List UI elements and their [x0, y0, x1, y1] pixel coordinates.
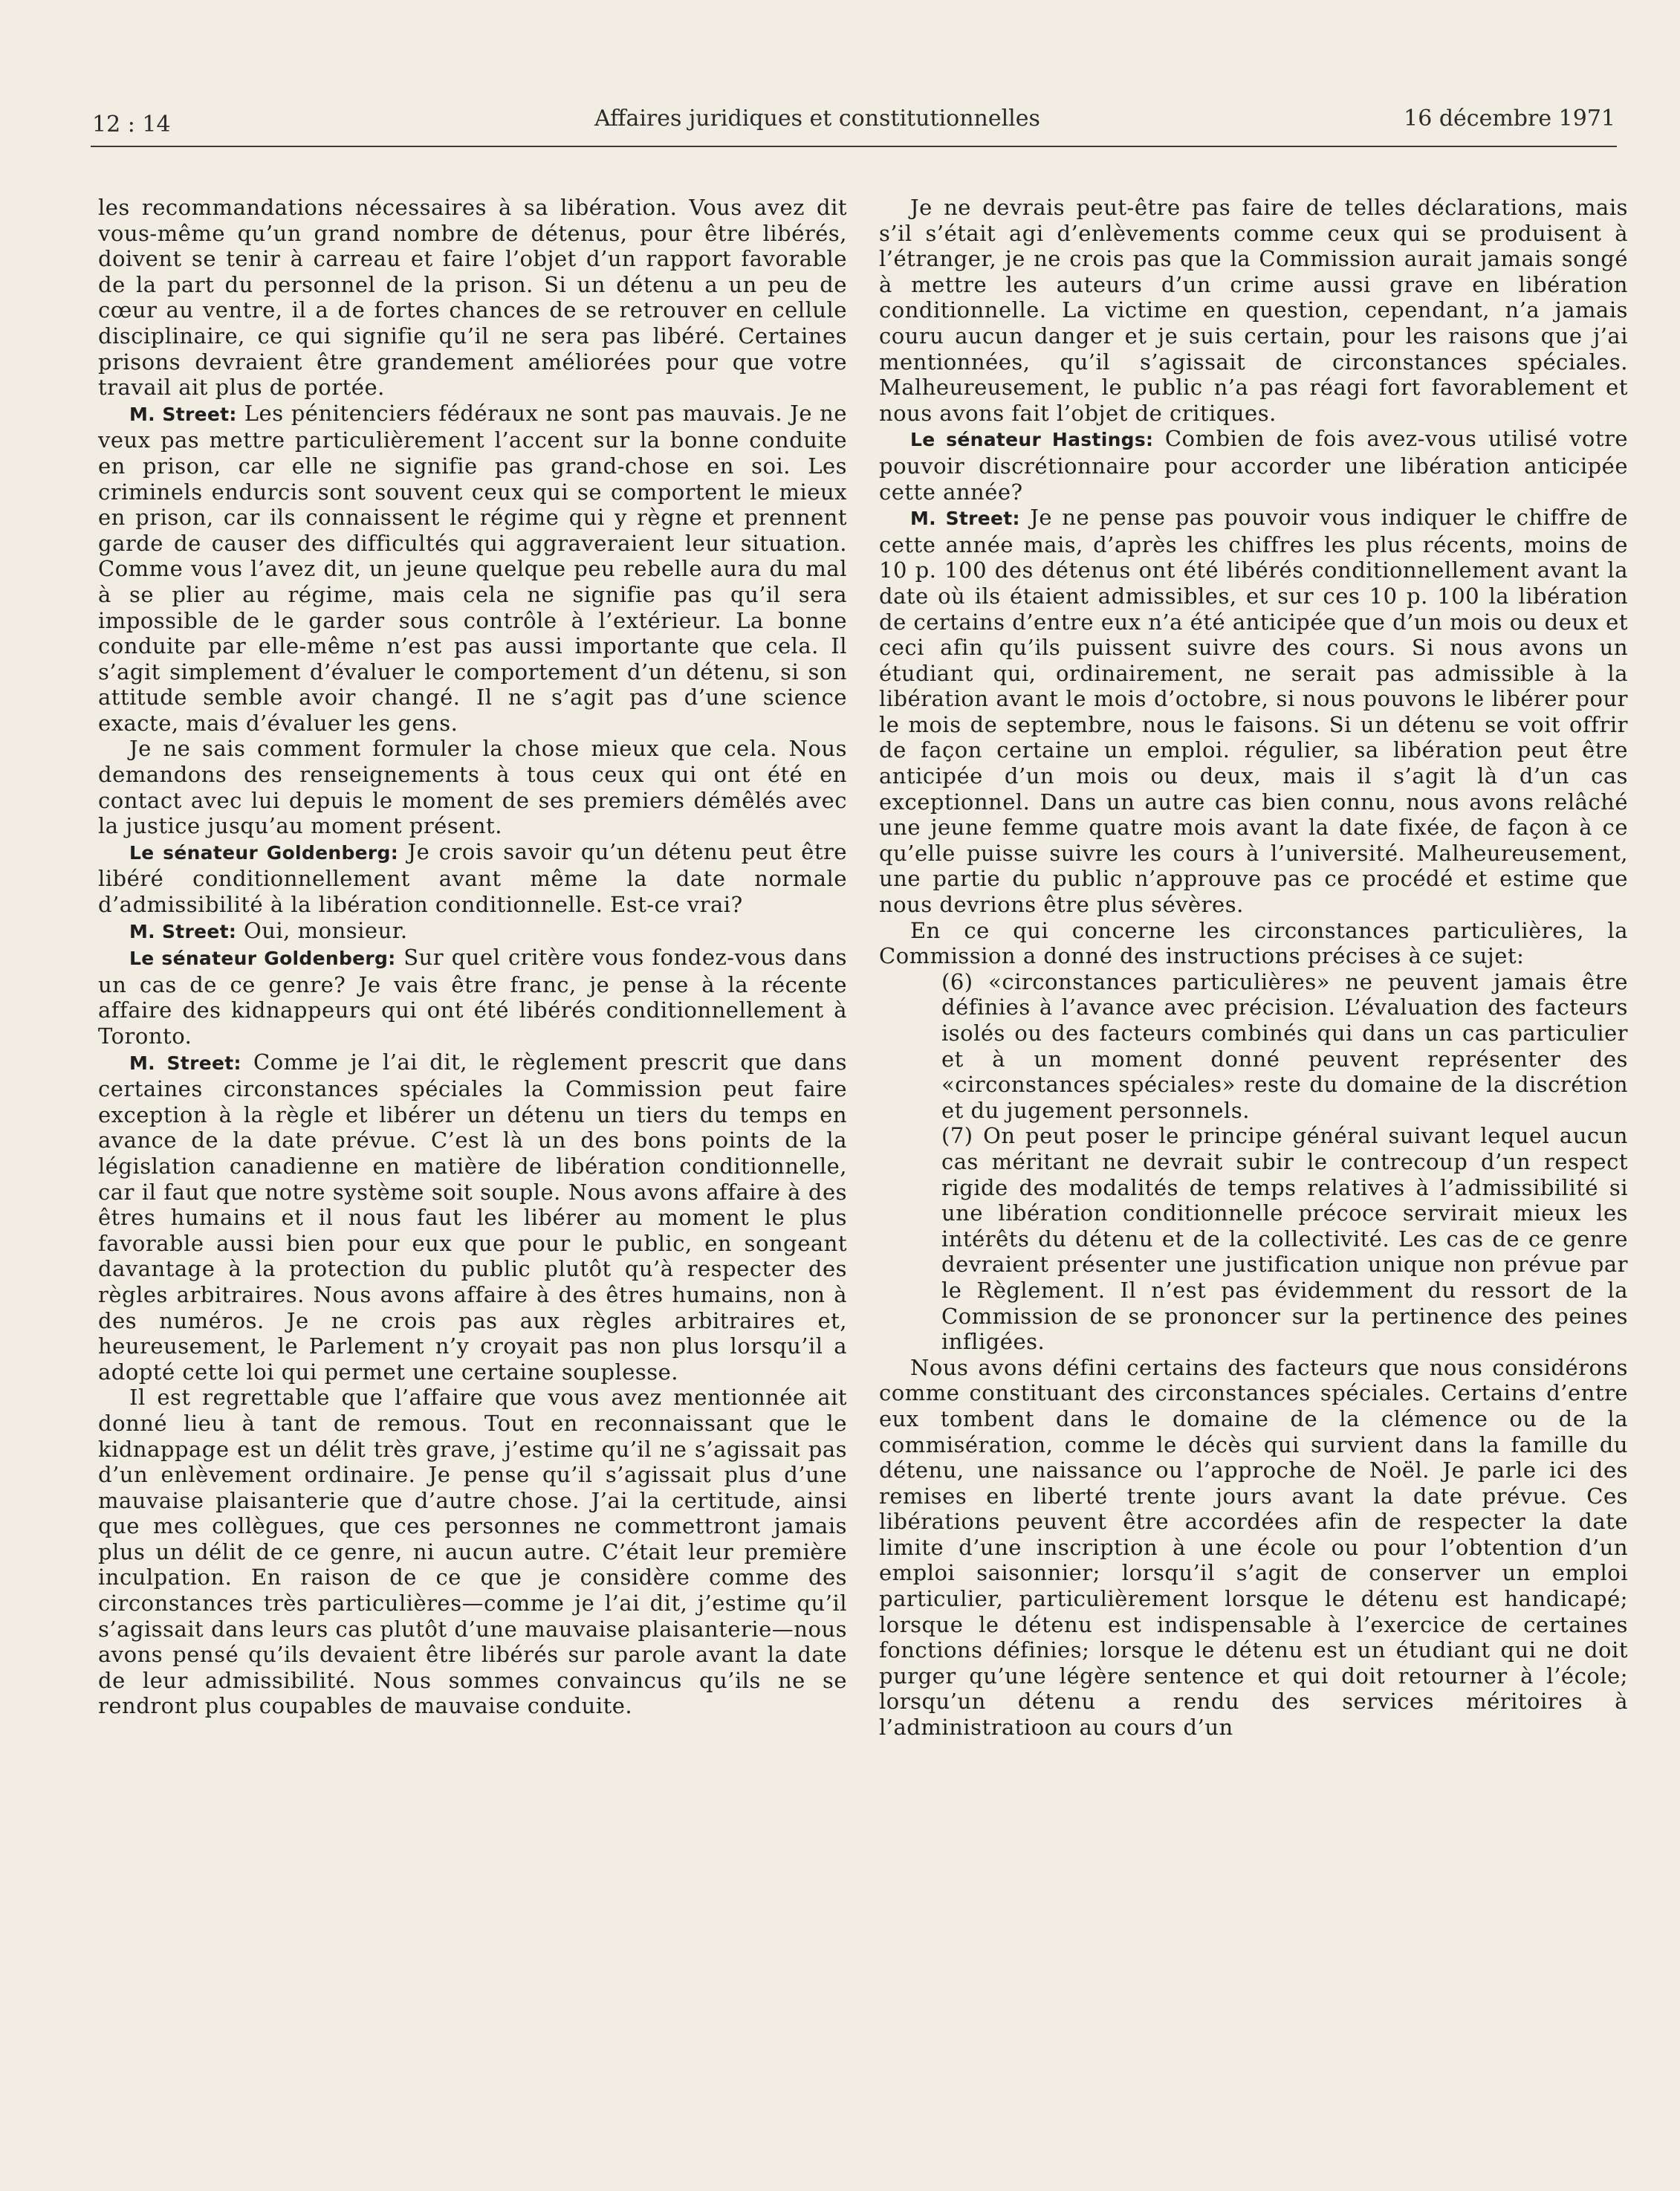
- paragraph-text: Il est regrettable que l’affaire que vous avez mentionnée ait donné lieu à tant de remous. Tout en reconnaissant que le kidnappage est un délit très grave, j’estime qu’il ne s’agissait pas d’un enlèvement ordinaire. Je pense qu’il s’agissait plus d’une mauvaise plaisanterie que d’autre chose. J’ai la certitude, ainsi que mes collègues, que ces personnes ne commettront jamais plus un délit de ce genre, ni aucun autre. C’était leur première inculpation. En raison de ce que je considère comme des circonstances très particulières—comme je l’ai dit, j’estime qu’il s’agissait dans leurs cas plutôt d’une mauvaise plaisanterie—nous avons pensé qu’ils devaient être libérés sur parole avant la date de leur admissibilité. Nous sommes convaincus qu’ils ne se rendront plus coupables de mauvaise conduite.: [98, 1385, 847, 1719]
- paragraph-text: Je ne sais comment formuler la chose mieux que cela. Nous demandons des renseignements à tous ceux qui ont été en contact avec lui depuis le moment de ses premiers démêlés avec la justice jusqu’au moment présent.: [98, 736, 847, 839]
- quoted-paragraph: [941, 969, 1628, 1124]
- speaker-name: M. Street:: [129, 1052, 241, 1074]
- speaker-paragraph: [879, 426, 1628, 505]
- paragraph-text: Je ne devrais peut-être pas faire de telles déclarations, mais s’il s’était agi d’enlèvements comme ceux qui se produisent à l’étranger, je ne crois pas que la Commission aurait jamais songé à mettre les auteurs d’un crime aussi grave en libération conditionnelle. La victime en question, cependant, n’a jamais couru aucun danger et je suis certain, pour les raisons que j’ai mentionnées, qu’il s’agissait de circonstances spéciales. Malheureusement, le public n’a pas réagi fort favorablement et nous avons fait l’objet de critiques.: [879, 195, 1628, 426]
- paragraph: [98, 736, 847, 838]
- speaker-paragraph: [98, 945, 847, 1049]
- paragraph: [879, 918, 1628, 969]
- paragraph-text: Oui, monsieur.: [243, 917, 408, 943]
- paragraph-text: En ce qui concerne les circonstances particulières, la Commission a donné des instructions précises à ce sujet:: [879, 917, 1628, 969]
- paragraph: [98, 1385, 847, 1719]
- paragraph-text: (6) «circonstances particulières» ne peuvent jamais être définies à l’avance avec précision. L’évaluation des facteurs isolés ou des facteurs combinés qui dans un cas particulier et à un moment donné peuvent représenter des «circonstances spéciales» reste du domaine de la discrétion et du jugement personnels.: [941, 968, 1628, 1123]
- speaker-paragraph: [98, 839, 847, 918]
- quoted-paragraph: [941, 1123, 1628, 1354]
- paragraph-text: Je crois savoir qu’un détenu peut être libéré conditionnellement avant même la date normale d’admissibilité à la libération conditionnelle. Est-ce vrai?: [98, 838, 847, 918]
- paragraph: [98, 195, 847, 401]
- page-number: 12 : 14: [92, 111, 171, 137]
- running-title: Affaires juridiques et constitutionnelles: [594, 106, 1040, 132]
- paragraph-text: les recommandations nécessaires à sa libération. Vous avez dit vous-même qu’un grand nombre de détenus, pour être libérés, doivent se tenir à carreau et faire l’objet d’un rapport favorable de la part du personnel de la prison. Si un détenu a un peu de cœur au ventre, il a de fortes chances de se retrouver en cellule disciplinaire, ce qui signifie qu’il ne sera pas libéré. Certaines prisons devraient être grandement améliorées pour que votre travail ait plus de portée.: [98, 195, 847, 401]
- speaker-name: Le sénateur Goldenberg:: [129, 948, 396, 970]
- speaker-paragraph: [879, 505, 1628, 918]
- speaker-paragraph: [98, 918, 847, 945]
- paragraph-text: Combien de fois avez-vous utilisé votre pouvoir discrétionnaire pour accorder une libération anticipée cette année?: [879, 426, 1628, 505]
- header-rule: [91, 146, 1617, 147]
- speaker-name: Le sénateur Goldenberg:: [129, 841, 399, 864]
- header-date: 16 décembre 1971: [1404, 106, 1615, 132]
- speaker-paragraph: [98, 401, 847, 737]
- paragraph-text: Sur quel critère vous fondez-vous dans un cas de ce genre? Je vais être franc, je pense à la récente affaire des kidnappeurs qui ont été libérés conditionnellement à Toronto.: [98, 945, 848, 1049]
- paragraph-text: Je ne pense pas pouvoir vous indiquer le chiffre de cette année mais, d’après les chiffres les plus récents, moins de 10 p. 100 des détenus ont été libérés conditionnellement avant la date où ils étaient admissibles, et sur ces 10 p. 100 la libération de certains d’entre eux n’a été anticipée que d’un mois ou deux et ceci afin qu’ils puissent suivre des cours. Si nous avons un étudiant qui, ordinairement, ne serait pas admissible à la libération avant le mois d’octobre, si nous pouvons le libérer pour le mois de septembre, nous le faisons. Si un détenu se voit offrir de façon certaine un emploi. régulier, sa libération peut être anticipée d’un mois ou deux, mais il s’agit là d’un cas exceptionnel. Dans un autre cas bien connu, nous avons relâché une jeune femme quatre mois avant la date fixée, de façon à ce qu’elle puisse suivre les cours à l’université. Malheureusement, une partie du public n’approuve pas ce procédé et estime que nous devrions être plus sévères.: [879, 505, 1628, 918]
- right-column: [879, 195, 1628, 1741]
- page-header: [92, 106, 1615, 144]
- paragraph-text: (7) On peut poser le principe général suivant lequel aucun cas méritant ne devrait subir le contrecoup d’un respect rigide des modalités de temps relatives à l’admissibilité si une libération conditionnelle précoce servirait mieux les intérêts du détenu et de la collectivité. Les cas de ce genre devraient présenter une justification unique non prévue par le Règlement. Il n’est pas évidemment du ressort de la Commission de se prononcer sur la pertinence des peines infligées.: [941, 1123, 1628, 1355]
- speaker-name: M. Street:: [129, 920, 237, 942]
- speaker-name: M. Street:: [129, 403, 237, 425]
- left-column: [98, 195, 847, 1719]
- paragraph: [879, 1355, 1628, 1741]
- speaker-name: M. Street:: [910, 508, 1020, 530]
- paragraph-text: Comme je l’ai dit, le règlement prescrit que dans certaines circonstances spéciales la Commission peut faire exception à la règle et libérer un détenu un tiers du temps en avance de la date prévue. C’est là un des bons points de la législation canadienne en matière de libération conditionnelle, car il faut que notre système soit souple. Nous avons affaire à des êtres humains et il nous faut les libérer au moment le plus favorable aussi bien pour eux que pour le public, en songeant davantage à la protection du public plutôt qu’à respecter des règles arbitraires. Nous avons affaire à des êtres humains, non à des numéros. Je ne crois pas aux règles arbitraires et, heureusement, le Parlement n’y croyait pas non plus lorsqu’il a adopté cette loi qui permet une certaine souplesse.: [98, 1049, 847, 1385]
- paragraph: [879, 195, 1628, 426]
- speaker-paragraph: [98, 1049, 847, 1385]
- speaker-name: Le sénateur Hastings:: [910, 429, 1154, 451]
- paragraph-text: Les pénitenciers fédéraux ne sont pas mauvais. Je ne veux pas mettre particulièrement l’accent sur la bonne conduite en prison, car elle ne signifie pas grand-chose en soi. Les criminels endurcis sont souvent ceux qui se comportent le mieux en prison, car ils connaissent le régime qui y règne et prennent garde de causer des difficultés qui aggraveraient leur situation. Comme vous l’avez dit, un jeune quelque peu rebelle aura du mal à se plier au régime, mais cela ne signifie pas qu’il sera impossible de le garder sous contrôle à l’extérieur. La bonne conduite par elle-même n’est pas aussi importante que cela. Il s’agit simplement d’évaluer le comportement d’un détenu, si son attitude semble avoir changé. Il ne s’agit pas d’une science exacte, mais d’évaluer les gens.: [98, 400, 847, 736]
- paragraph-text: Nous avons défini certains des facteurs que nous considérons comme constituant des circonstances spéciales. Certains d’entre eux tombent dans le domaine de la clémence ou de la commisération, comme le décès qui survient dans la famille du détenu, une naissance ou l’approche de Noël. Je parle ici des remises en liberté trente jours avant la date prévue. Ces libérations peuvent être accordées afin de respecter la date limite d’une inscription à une école ou pour l’obtention d’un emploi saisonnier; lorsqu’il s’agit de conserver un emploi particulier, particulièrement lorsque le détenu est handicapé; lorsque le détenu est indispensable à l’exercice de certaines fonctions définies; lorsque le détenu est un étudiant qui ne doit purger qu’une légère sentence et qui doit retourner à l’école; lorsqu’un détenu a rendu des services méritoires à l’administratioon au cours d’un: [879, 1354, 1628, 1741]
